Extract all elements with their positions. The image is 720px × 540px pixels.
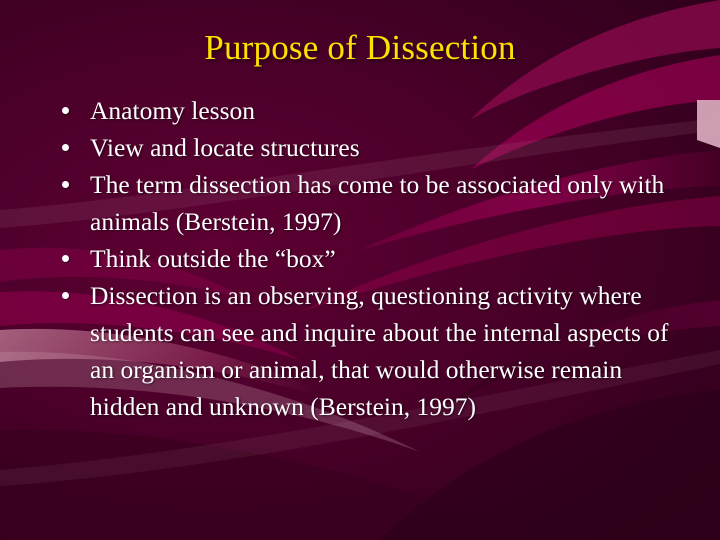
list-item-text: Dissection is an observing, questioning activity where students can see and inquire about the internal aspects of an organism or animal, that would otherwise remain hidden and unknown (Berstein, 1997) bbox=[90, 281, 669, 421]
list-item bbox=[48, 92, 688, 129]
list-item bbox=[48, 277, 688, 425]
list-item-text: Think outside the “box” bbox=[90, 244, 336, 273]
bullet-list bbox=[48, 92, 688, 425]
list-item bbox=[48, 129, 688, 166]
page-title: Purpose of Dissection bbox=[204, 28, 516, 67]
list-item-text: The term dissection has come to be associated only with animals (Berstein, 1997) bbox=[90, 170, 665, 236]
bullet-dot-icon bbox=[62, 292, 69, 299]
bullet-dot-icon bbox=[62, 255, 69, 262]
list-item bbox=[48, 166, 688, 240]
list-item bbox=[48, 240, 688, 277]
list-item-text: Anatomy lesson bbox=[90, 96, 256, 125]
bullet-dot-icon bbox=[62, 181, 69, 188]
bullet-dot-icon bbox=[62, 144, 69, 151]
list-item-text: View and locate structures bbox=[90, 133, 360, 162]
slide-body bbox=[48, 92, 688, 425]
bullet-dot-icon bbox=[62, 107, 69, 114]
